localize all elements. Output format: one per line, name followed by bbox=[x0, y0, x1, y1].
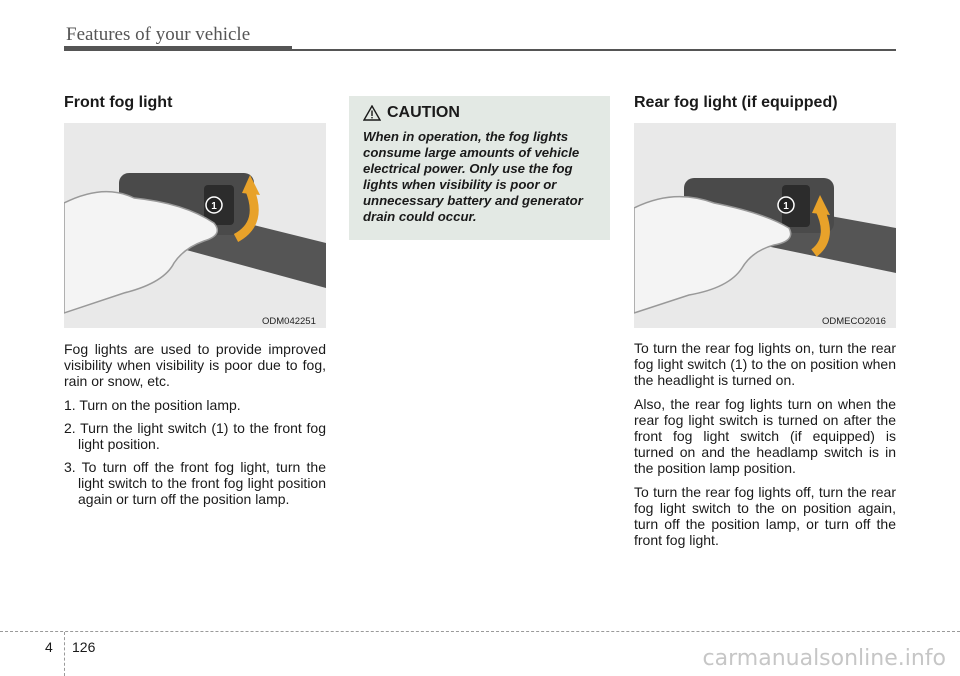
front-intro-text: Fog lights are used to provide improved visibility when visibility is poor due to fog, rain or snow, etc. bbox=[64, 341, 326, 389]
warning-triangle-icon bbox=[363, 105, 381, 121]
header-rule-thin bbox=[292, 49, 896, 51]
rear-figure-code: ODMECO2016 bbox=[822, 316, 886, 327]
rear-paragraph: To turn the rear fog lights on, turn the rear fog light switch (1) to the on position when the headlight is turned on. bbox=[634, 340, 896, 388]
page-number: 126 bbox=[72, 639, 96, 655]
front-fog-switch-illustration bbox=[64, 123, 326, 328]
caution-text: When in operation, the fog lights consume large amounts of vehicle electrical power. Only use the fog lights when visibility is poor or unnecessary battery and generator drain could occur. bbox=[363, 129, 583, 224]
front-fog-figure bbox=[64, 123, 326, 328]
caution-box bbox=[349, 96, 610, 240]
footer-rule bbox=[0, 631, 960, 632]
front-steps bbox=[64, 397, 326, 514]
rear-switch-number: 1 bbox=[783, 201, 789, 212]
front-intro bbox=[64, 341, 326, 397]
rear-paragraph: Also, the rear fog lights turn on when the rear fog light switch is turned on after the front fog light switch (if equipped) is turned on and the headlamp switch is in the position lamp position. bbox=[634, 396, 896, 476]
front-switch-number: 1 bbox=[211, 201, 217, 212]
footer-divider bbox=[64, 632, 65, 676]
caution-title: CAUTION bbox=[387, 104, 460, 121]
header-rule bbox=[64, 46, 292, 51]
rear-paragraph: To turn the rear fog lights off, turn the rear fog light switch to the on position again, turn off the position lamp, or turn off the front fog light. bbox=[634, 484, 896, 548]
rear-fog-switch-illustration bbox=[634, 123, 896, 328]
front-fog-heading: Front fog light bbox=[64, 94, 173, 111]
front-figure-code: ODM042251 bbox=[262, 316, 316, 327]
list-item: 2. Turn the light switch (1) to the front fog light position. bbox=[64, 420, 326, 452]
header-title: Features of your vehicle bbox=[66, 24, 251, 45]
rear-fog-heading: Rear fog light (if equipped) bbox=[634, 94, 838, 111]
watermark: carmanualsonline.info bbox=[702, 646, 946, 671]
list-item: 3. To turn off the front fog light, turn the light switch to the front fog light position again or turn off the position lamp. bbox=[64, 459, 326, 507]
rear-body bbox=[634, 340, 896, 556]
caution-header bbox=[363, 104, 460, 122]
chapter-number: 4 bbox=[45, 639, 53, 655]
rear-fog-figure bbox=[634, 123, 896, 328]
list-item: 1. Turn on the position lamp. bbox=[64, 397, 241, 413]
